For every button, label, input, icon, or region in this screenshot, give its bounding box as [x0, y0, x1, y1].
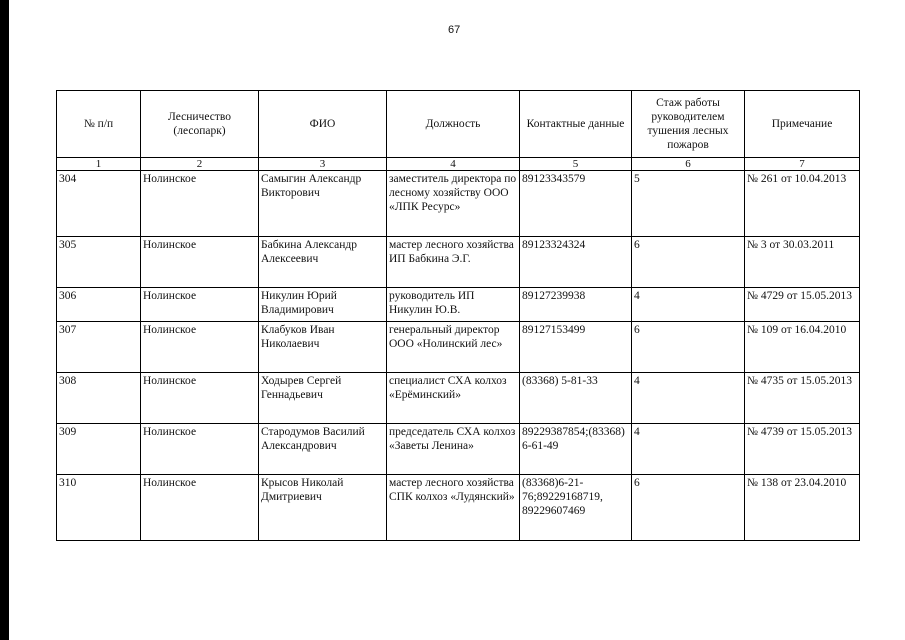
table-row — [57, 237, 860, 288]
note-cell: № 138 от 23.04.2010 — [745, 475, 860, 541]
contacts-cell: 89127239938 — [520, 288, 632, 322]
table-row — [57, 171, 860, 237]
header-forestry: Лесничество (лесопарк) — [141, 91, 259, 158]
name-cell: Стародумов Василий Александрович — [259, 424, 387, 475]
note-cell: № 4729 от 15.05.2013 — [745, 288, 860, 322]
row-number: 308 — [57, 373, 141, 424]
scan-edge-bar — [0, 0, 9, 640]
forestry-cell: Нолинское — [141, 424, 259, 475]
column-number: 4 — [387, 158, 520, 171]
experience-cell: 6 — [632, 322, 745, 373]
header-contacts: Контактные данные — [520, 91, 632, 158]
contacts-cell: (83368)6-21-76;89229168719, 89229607469 — [520, 475, 632, 541]
position-cell: руководитель ИП Никулин Ю.В. — [387, 288, 520, 322]
name-cell: Клабуков Иван Николаевич — [259, 322, 387, 373]
experience-cell: 4 — [632, 288, 745, 322]
forestry-cell: Нолинское — [141, 288, 259, 322]
header-note: Примечание — [745, 91, 860, 158]
note-cell: № 4739 от 15.05.2013 — [745, 424, 860, 475]
header-experience: Стаж работы руководителем тушения лесных пожаров — [632, 91, 745, 158]
experience-cell: 6 — [632, 475, 745, 541]
column-number: 1 — [57, 158, 141, 171]
experience-cell: 4 — [632, 373, 745, 424]
position-cell: генеральный директор ООО «Нолинский лес» — [387, 322, 520, 373]
column-number: 6 — [632, 158, 745, 171]
column-number: 5 — [520, 158, 632, 171]
contacts-cell: 89123324324 — [520, 237, 632, 288]
row-number: 305 — [57, 237, 141, 288]
name-cell: Крысов Николай Дмитриевич — [259, 475, 387, 541]
page-number: 67 — [448, 24, 461, 36]
note-cell: № 109 от 16.04.2010 — [745, 322, 860, 373]
header-position: Должность — [387, 91, 520, 158]
table-row — [57, 373, 860, 424]
position-cell: председатель СХА колхоз «Заветы Ленина» — [387, 424, 520, 475]
row-number: 310 — [57, 475, 141, 541]
contacts-cell: 89229387854;(83368) 6-61-49 — [520, 424, 632, 475]
experience-cell: 5 — [632, 171, 745, 237]
table-row — [57, 475, 860, 541]
name-cell: Ходырев Сергей Геннадьевич — [259, 373, 387, 424]
fire-managers-table — [56, 90, 860, 541]
experience-cell: 4 — [632, 424, 745, 475]
table-row — [57, 322, 860, 373]
position-cell: заместитель директора по лесному хозяйству ООО «ЛПК Ресурс» — [387, 171, 520, 237]
header-row — [57, 91, 860, 158]
forestry-cell: Нолинское — [141, 373, 259, 424]
note-cell: № 3 от 30.03.2011 — [745, 237, 860, 288]
contacts-cell: 89127153499 — [520, 322, 632, 373]
header-number: № п/п — [57, 91, 141, 158]
position-cell: мастер лесного хозяйства СПК колхоз «Лудянский» — [387, 475, 520, 541]
column-number: 2 — [141, 158, 259, 171]
name-cell: Никулин Юрий Владимирович — [259, 288, 387, 322]
table-row — [57, 424, 860, 475]
note-cell: № 4735 от 15.05.2013 — [745, 373, 860, 424]
row-number: 307 — [57, 322, 141, 373]
column-number: 3 — [259, 158, 387, 171]
forestry-cell: Нолинское — [141, 171, 259, 237]
experience-cell: 6 — [632, 237, 745, 288]
note-cell: № 261 от 10.04.2013 — [745, 171, 860, 237]
table-row — [57, 288, 860, 322]
column-number-row — [57, 158, 860, 171]
header-name: ФИО — [259, 91, 387, 158]
row-number: 306 — [57, 288, 141, 322]
position-cell: мастер лесного хозяйства ИП Бабкина Э.Г. — [387, 237, 520, 288]
contacts-cell: (83368) 5-81-33 — [520, 373, 632, 424]
contacts-cell: 89123343579 — [520, 171, 632, 237]
row-number: 304 — [57, 171, 141, 237]
position-cell: специалист СХА колхоз «Ерёминский» — [387, 373, 520, 424]
forestry-cell: Нолинское — [141, 322, 259, 373]
name-cell: Бабкина Александр Алексеевич — [259, 237, 387, 288]
forestry-cell: Нолинское — [141, 475, 259, 541]
column-number: 7 — [745, 158, 860, 171]
forestry-cell: Нолинское — [141, 237, 259, 288]
row-number: 309 — [57, 424, 141, 475]
name-cell: Самыгин Александр Викторович — [259, 171, 387, 237]
